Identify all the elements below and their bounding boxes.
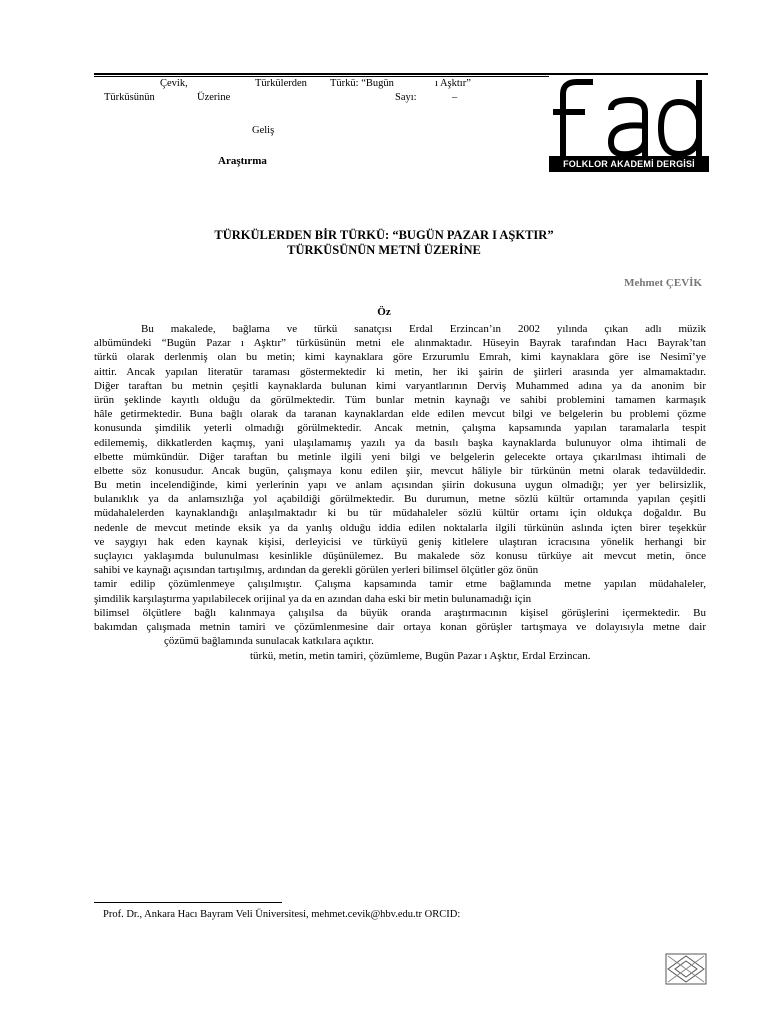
abstract-line: türkü olarak derlenmiş olan bu metin; kimi kaynaklara göre Erzurumlu Emrah, kimi kaynaklara göre ise Nesimî’ye <box>94 351 706 364</box>
author-footnote: Prof. Dr., Ankara Hacı Bayram Veli Üniversitesi, mehmet.cevik@hbv.edu.tr ORCID: <box>103 909 461 920</box>
cite-title-part1: Türkülerden <box>255 78 307 89</box>
cite-issue-label: Sayı: <box>395 92 417 103</box>
abstract-line: bakımdan çalışmada metnin tamiri ve çözümlenmesine dair ortaya konan görüşler tartışmaya ve dolayısıyla metne dair <box>94 620 706 633</box>
article-title-line2: TÜRKÜSÜNÜN METNİ ÜZERİNE <box>287 243 481 257</box>
abstract-line: elbette mümkündür. Diğer taraftan bu metinle ilgili yeni bilgi ve belgelerin gelecekte ortaya çıkarılması ihtimali de <box>94 450 706 463</box>
abstract-heading: Öz <box>377 306 391 318</box>
abstract-line: Bu metin incelendiğinde, kimi yerlerinin yapı ve anlam açısından şiirin dokusuna uygun olmadığı; yer yer belirsizlik, <box>94 479 706 492</box>
cite-title-part4: Türküsünün <box>104 92 155 103</box>
abstract-line: hâle getirmektedir. Buna bağlı olarak da taranan kaynaklardan elde edilen mevcut bilgi ve belgelerin bu problemi çözme <box>94 408 706 421</box>
cite-title-part2: Türkü: “Bugün <box>330 78 394 89</box>
abstract-line: ürün şeklinde kayıtlı olduğu da görülmektedir. Tüm bunlar metnin kaynağı ve sahibi problemini tamamen karmaşık <box>94 393 706 406</box>
abstract-line: Bu makalede, bağlama ve türkü sanatçısı Erdal Erzincan’ın 2002 yılında çıkan adlı müzik <box>141 323 706 335</box>
abstract-line: şimdilik karşılaştırma yapılabilecek orijinal ya da en azından daha eski bir metin bulunamadığı için <box>94 592 532 605</box>
diamond-ornament-icon <box>665 953 707 985</box>
cite-title-part3: ı Aşktır” <box>435 78 471 89</box>
abstract-line: nedenle de mevcut metinde eksik ya da yanlış olduğu iddia edilen noktalarla ilgili türkünün aslında içten birer teşekkür <box>94 521 706 534</box>
abstract-line: sahibi ve kaynağı açısından tartışılmış, ardından da gerekli görülen yerleri bilimsel ölçütler göz önün <box>94 564 539 577</box>
logo-band-text: FOLKLOR AKADEMİ DERGİSİ <box>549 156 709 172</box>
header-rule <box>94 73 708 75</box>
received-date-label: Geliş <box>252 125 275 136</box>
abstract-line: çözümü bağlamında sunulacak katkılara açıktır. <box>164 635 374 648</box>
fad-logo-icon <box>549 76 709 156</box>
abstract-line: aittir. Ancak yapılan literatür taraması göstermektedir ki metin, her iki şairin de şiirleri arasında yer almamaktadır. <box>94 365 706 378</box>
article-type: Araştırma <box>218 155 267 167</box>
abstract-line: albümündeki “Bugün Pazar ı Aşktır” türküsünün metni ele alınmaktadır. Hüseyin Bayrak tarafından Hacı Bayrak’tan <box>94 337 706 350</box>
abstract-line: edilememiş, dikkatlerden kaçmış, yani ulaşılamamış yazılı ya da basılı başka kaynaklarda bulunuyor olma ihtimali de <box>94 436 706 449</box>
abstract-body <box>94 322 706 648</box>
cite-author: Çevik, <box>160 78 188 89</box>
keywords: türkü, metin, metin tamiri, çözümleme, Bugün Pazar ı Aşktır, Erdal Erzincan. <box>250 650 591 662</box>
footnote-rule <box>94 902 282 903</box>
abstract-line: müdahalelerden kaynaklandığı anlaşılmaktadır ki bu tür müdahaleler sözlü kültür ortamı için oldukça doğaldır. Bu <box>94 507 706 520</box>
abstract-line: bilimsel ölçütlere bağlı kalınmaya çalışılsa da büyük oranda araştırmacının kişisel görüşlerini içermektedir. Bu <box>94 606 706 619</box>
author-name: Mehmet ÇEVİK <box>624 277 702 289</box>
cite-title-part5: Üzerine <box>197 92 231 103</box>
article-title-line1: TÜRKÜLERDEN BİR TÜRKÜ: “BUGÜN PAZAR I AŞKTIR” <box>214 228 554 242</box>
abstract-line: konusunda şimdilik yeterli olmadığı görülmektedir. Ancak metnin, çalışma kapsamında yapılan taramalarla tespit <box>94 422 706 435</box>
abstract-line: Diğer taraftan bu metnin çeşitli kaynaklarda bulunan kimi varyantlarının Derviş Muhammed adına ya da anonim bir <box>94 379 706 392</box>
abstract-line: elbette söz konusudur. Ancak bugün, çalışmaya konu edilen şiir, mevcut hâliyle bir türkünün metni olarak tedavüldedir. <box>94 464 706 477</box>
abstract-line: ve saygıyı hak eden kaynak kişisi, derleyicisi ve türküyü geniş kitlelere ulaştıran icracısına yönelik herhangi bir <box>94 535 706 548</box>
journal-logo <box>549 76 709 172</box>
abstract-line: bulanıklık ya da anlamsızlığa yol açabildiği görülmektedir. Bu durumun, metne sözlü kültür ortamında yapılan çeşitli <box>94 493 706 506</box>
cite-pages: – <box>452 92 458 103</box>
abstract-line: suçlayıcı yaklaşımda bulunulması kesinlikle düşünülemez. Bu makalede söz konusu türküye ait mevcut metin, önce <box>94 550 706 562</box>
abstract-line: tamir edilip çözümlenmeye çalışılmıştır. Çalışma kapsamında tamir etme bağlamında metne yapılan müdahaleler, <box>94 578 706 591</box>
